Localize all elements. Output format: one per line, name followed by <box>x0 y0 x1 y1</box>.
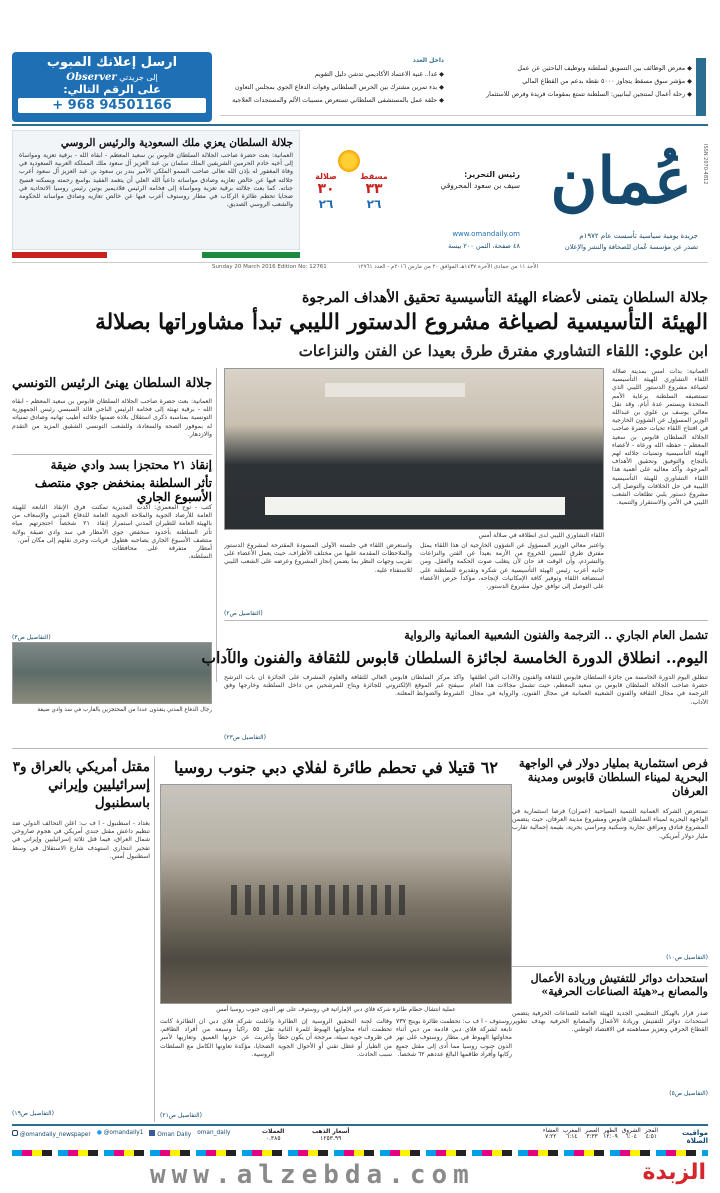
prayer-cell: الظهر ١٢:٠٩ <box>603 1128 618 1140</box>
teasers-label: داخل العدد <box>412 57 444 64</box>
facebook-icon <box>149 1130 155 1136</box>
editor-title: رئيس التحرير: <box>464 170 520 179</box>
footer-bar <box>12 1124 708 1146</box>
publisher: تصدر عن مؤسسة عُمان للصحافة والنشر والإعلان <box>564 243 698 251</box>
social-item[interactable]: @omandaily_newspaper <box>12 1130 91 1138</box>
crash-body-a: روستوف - أ ف ب: تحطمت طائرة بوينج ٧٣٧ تابعة لشركة فلاي دبي قادمة من دبي أثناء محاولتها الهبوط في مطار روستوف على نهر الدون جنوب روسيا مما أدى إلى مقتل جميع ركابها وأفراد طاقمها البالغ عددهم ٦٢ شخصاً. <box>396 1018 512 1058</box>
investment-continued[interactable]: (التفاصيل ص١٠) <box>666 954 708 961</box>
ad-brand: Observer <box>66 72 117 83</box>
condolence-story <box>12 130 300 250</box>
culture-body-b: وأكد مركز السلطان قابوس العالي للثقافة والعلوم المشرف على الجائزة أن باب الترشح سيفتح عبر الموقع الإلكتروني للجائزة ويتاح للمرشحين من داخل السلطنة وخارجها وفق الشروط والضوابط المعلنة. <box>224 674 464 698</box>
city-low: ٢٦ <box>318 197 334 211</box>
section-rule <box>224 620 708 621</box>
section-rule <box>12 748 708 749</box>
lead-body-col2: واعتبر معالي الوزير المسؤول عن الشؤون الخارجية أن هذا اللقاء يمثل مفترق طرق لليبيين للخروج من الأزمة بعيداً عن الفتن والنزاعات والتشرذم، وأن الوقت قد حان لأن يتغلب صوت الحكمة والعقل. ومن جانبه أعرب رئيس الهيئة التأسيسية عن شكره وتقديره للسلطنة على استضافة اللقاء وتوفير كافة الإمكانيات لإنجاحه، مؤكداً حرص الأعضاء على التوصل إلى توافق حول مشروع الدستور. <box>420 542 604 591</box>
website[interactable]: www.omandaily.om <box>452 230 520 238</box>
lead-photo-caption: اللقاء التشاوري الليبي لدى انطلاقه في صلالة أمس <box>478 532 604 539</box>
flag-stripe <box>12 252 300 258</box>
lead-body-col1: العمانية: بدأت أمس بمدينة صلالة اللقاء التشاوري للهيئة التأسيسية لصياغة مشروع الدستور الليبي الذي تستضيفه السلطنة برعاية الأمم المتحدة ويستمر عدة أيام. وقد نقل معالي يوسف بن علوي بن عبدالله الوزير المسؤول عن الشؤون الخارجية في افتتاح اللقاء تحيات حضرة صاحب الجلالة السلطان قابوس بن سعيد المعظم - حفظه الله ورعاه - لأعضاء الهيئة التأسيسية وتمنيات جلالته لهم بالنجاح والتوفيق وتحقيق الأهداف المرجوة. وأكد معاليه على أهمية هذا اللقاء التشاوري للهيئة التأسيسية الليبية في حل الخلافات والتوصل إلى مشروع دستور يلبي تطلعات الشعب الليبي في الأمن والاستقرار والتنمية. <box>612 368 708 507</box>
teaser-item[interactable]: ◆ معرض الوظائف بين التسويق لسلطنة وتوظيف الباحثين عن عمل <box>517 65 692 72</box>
crash-photo <box>160 784 512 1004</box>
watermark-url: www.alzebda.com <box>150 1160 475 1190</box>
weather-city2 <box>308 172 344 211</box>
lead-photo-image <box>224 368 604 530</box>
top-teasers <box>220 58 706 116</box>
ad-title: ارسل إعلانك المبوب <box>46 55 178 70</box>
section-rule <box>512 966 708 967</box>
weather-city1 <box>356 172 392 211</box>
investment-body: تستعرض الشركة العمانية للتنمية السياحية (عمران) فرصاً استثمارية في الواجهة البحرية لميناء السلطان قابوس ومشروع مدينة العرفان، حيث يتضمن المشروع فنادق ومرافق تجارية وسكنية ومراسي بحرية، بقيمة إجمالية تقارب مليار دولار أمريكي. <box>512 808 708 840</box>
investment-headline: فرص استثمارية بمليار دولار في الواجهة البحرية لميناء السلطان قابوس ومدينة العرفان <box>518 756 708 798</box>
tunisia-headline: جلالة السلطان يهنئ الرئيس التونسي <box>12 376 212 391</box>
tunisia-body: العمانية: بعث حضرة صاحب الجلالة السلطان قابوس بن سعيد المعظم - أبقاه الله - برقية تهنئة إلى فخامة الرئيس الباجي قائد السبسي رئيس الجمهورية التونسية بمناسبة ذكرى استقلال بلاده ضمنها جلالته أطيب تهانيه وصادق تمنياته له بموفور الصحة والسعادة، وللشعب التونسي الشقيق المزيد من التقدم والازدهار. <box>12 398 212 438</box>
city-name: صلالة <box>315 172 337 181</box>
social-item[interactable]: oman_daily <box>197 1130 231 1136</box>
gold-value: ١٢٥٣.٩٩ <box>320 1135 342 1142</box>
prayer-cell: الفجر ٤:٥١ <box>644 1128 658 1140</box>
teaser-side-bar <box>696 58 706 116</box>
masthead-rule-top <box>12 124 708 126</box>
classified-ad[interactable] <box>12 52 212 122</box>
teaser-item[interactable]: ◆ رحلة أعمال لمنتجين لبنانيين: السلطنة تتمتع بمقومات فريدة وفرص للاستثمار <box>486 91 692 98</box>
industries-continued[interactable]: (التفاصيل ص٥) <box>669 1090 708 1097</box>
date-arabic: الأحد ١١ من جمادى الآخرة ١٤٣٧هـ الموافق ٢٠ من مارس ٢٠١٦م - العدد ١٢٧٦١ <box>357 264 538 270</box>
industries-body: صدر قرار بالهيكل التنظيمي الجديد للهيئة العامة للصناعات الحرفية يتضمن استحداث دوائر للتفتيش وريادة الأعمال والمصانع الحرفية بهدف تطوير القطاع الحرفي وتعزيز مساهمته في الاقتصاد الوطني. <box>512 1010 708 1034</box>
watermark-band <box>0 1158 720 1193</box>
price: ٤٨ صفحة، الثمن ٢٠٠ بيسة <box>448 242 520 250</box>
section-rule <box>12 454 212 455</box>
editor-name: سيف بن سعود المحروقي <box>440 181 520 190</box>
issn: ISSN 2070-4812 <box>702 144 708 185</box>
lead-photo <box>224 368 604 530</box>
sun-icon <box>338 150 360 172</box>
currency-label: العملات <box>262 1128 285 1135</box>
gold-label: أسعار الذهب <box>312 1128 350 1135</box>
rescue-headline: تأثر السلطنة بمنخفض جوي منتصف الأسبوع الجاري <box>34 476 212 504</box>
masthead <box>0 124 720 272</box>
crash-body-c: وأعلنت شركة فلاي دبي أن الطائرة كانت تقل ٥٥ راكباً وسبعة من أفراد الطاقم، وأعربت عن حزنها العميق وتعازيها لأسر الضحايا، مؤكدة تعاونها الكامل مع السلطات الروسية. <box>160 1018 274 1058</box>
istanbul-body: بغداد - اسطنبول - أ ف ب: أعلن التحالف الدولي ضد تنظيم داعش مقتل جندي أمريكي في هجوم صاروخي شمال العراق، فيما قتل ثلاثة إسرائيليين وإيراني في تفجير انتحاري استهدف شارع الاستقلال في وسط اسطنبول أمس. <box>12 820 150 860</box>
teaser-item[interactable]: ◆ بدء تمرين مشترك بين الحرس السلطاني وقوات الدفاع الجوي بمجلس التعاون <box>235 84 444 91</box>
social-links <box>12 1130 230 1138</box>
prayer-cell: المغرب ٦:١٤ <box>562 1128 581 1140</box>
rescue-kicker: إنقاذ ٢١ محتجزا بسد وادي ضيقة <box>50 458 212 472</box>
culture-body-a: تنطلق اليوم الدورة الخامسة من جائزة السلطان قابوس للثقافة والفنون والآداب التي أطلقها حضرة صاحب الجلالة السلطان قابوس بن سعيد المعظم، حيث تشمل مجالات هذا العام الترجمة في مجال الثقافة والفنون الشعبية العمانية في مجال الفنون، والرواية في مجال الآداب. <box>470 674 708 706</box>
lead-continued[interactable]: (التفاصيل ص٢) <box>224 610 263 617</box>
teasers-left <box>222 68 444 107</box>
teaser-item[interactable]: ◆ غدا.. غنية الاعتماد الأكاديمي تدشن دليل التقويم <box>314 71 444 78</box>
rescue-continued[interactable]: (التفاصيل ص٣) <box>12 634 51 641</box>
city-name: مسقط <box>360 172 388 181</box>
social-item[interactable]: ● @omandaily1 <box>96 1130 144 1136</box>
ad-brand-prefix: إلى جريدتي <box>119 73 158 82</box>
column-rule <box>216 368 217 682</box>
photo-figures <box>231 885 411 915</box>
crash-headline: ٦٢ قتيلا في تحطم طائرة لفلاي دبي جنوب روسيا <box>174 758 498 777</box>
ad-number-label: على الرقم التالي: <box>63 83 161 96</box>
registration-strip <box>12 1150 708 1156</box>
twitter-icon: ● <box>96 1130 102 1136</box>
lead-body-col3: واستعرض اللقاء في جلسته الأولى المسودة المقترحة لمشروع الدستور والملاحظات المقدمة عليها من مختلف الأطراف، حيث يعمل الأعضاء على تقريب وجهات النظر بما يضمن إنجاز المشروع وعرضه على الشعب الليبي للاستفتاء عليه. <box>224 542 412 574</box>
teaser-item[interactable]: ◆ حلقة عمل بالمستشفى السلطاني تستعرض مسببات الألم والمستجدات العلاجية <box>232 97 444 104</box>
city-low: ٢٦ <box>366 197 382 211</box>
city-high: ٣٣ <box>365 181 383 197</box>
prayer-table <box>543 1128 658 1140</box>
industries-headline: استحداث دوائر للتفتيش وريادة الأعمال والمصانع بـ«هيئة الصناعات الحرفية» <box>530 972 708 998</box>
column-rule <box>154 756 155 1122</box>
editor-block <box>440 170 520 190</box>
culture-headline: اليوم.. انطلاق الدورة الخامسة لجائزة السلطان قابوس للثقافة والفنون والآداب <box>201 648 708 667</box>
instagram-icon <box>12 1130 18 1136</box>
prayer-cell: العشاء ٧:٢٢ <box>542 1128 559 1140</box>
photo-banner <box>325 383 465 397</box>
lead-subhead: ابن علوي: اللقاء التشاوري مفترق طرق بعيدا عن الفتن والنزاعات <box>298 342 708 360</box>
teaser-item[interactable]: ◆ مؤشر سوق مسقط يتجاوز ٥٠٠٠ نقطة بدعم من القطاع المالي <box>522 78 692 85</box>
social-item[interactable]: Oman Daily <box>149 1130 191 1138</box>
gold-box <box>312 1128 349 1142</box>
logo: عُمان <box>550 144 692 219</box>
prayer-cell: الشروق ٦:٠٤ <box>621 1128 641 1140</box>
culture-kicker: تشمل العام الجاري .. الترجمة والفنون الشعبية العمانية والرواية <box>404 628 708 642</box>
logo-subtitle: جريدة يومية سياسية تأسست عام ١٩٧٢م <box>579 232 698 240</box>
watermark-logo: الزبدة <box>642 1160 706 1185</box>
lead-headline: الهيئة التأسيسية لصياغة مشروع الدستور الليبي تبدأ مشاوراتها بصلالة <box>95 310 708 335</box>
photo-table <box>265 497 565 515</box>
crash-continued[interactable]: (التفاصيل ص٢١) <box>160 1112 202 1119</box>
city-high: ٣٠ <box>317 181 335 197</box>
currency-box <box>262 1128 284 1142</box>
condolence-headline: جلالة السلطان يعزي ملك السعودية والرئيس الروسي <box>60 137 293 149</box>
crash-body-b: وقالت لجنة التحقيق الروسية إن الطائرة تحطمت أثناء محاولتها الهبوط للمرة الثانية في ظروف جوية سيئة، مرجحة أن يكون خطأ من الطيار أو عطل تقني أو الأحوال الجوية سبب الحادث. <box>278 1018 392 1058</box>
ad-brand-row <box>12 72 212 83</box>
teasers-right <box>452 62 692 101</box>
ad-phone[interactable]: + 968 94501166 <box>18 98 206 113</box>
istanbul-headline: مقتل أمريكي بالعراق و٣ إسرائيليين وإيراني باسطنبول <box>12 759 150 811</box>
rescue-caption: رجال الدفاع المدني ينقذون عددا من المحتجزين بالقارب في سد وادي ضيقة <box>37 707 212 713</box>
condolence-body: العمانية: بعث حضرة صاحب الجلالة السلطان قابوس بن سعيد المعظم - أبقاه الله - برقية تعزية ومواساة إلى أخيه خادم الحرمين الشريفين الملك سلمان بن عبد العزيز آل سعود ملك المملكة العربية السعودية في وفاة المغفور له بإذن الله تعالى صاحب السمو الملكي الأمير بندر بن سعود بن عبد العزيز آل سعود أعرب جلالته فيها عن خالص تعازيه وصادق مواساته داعياً الله العلي أن يتغمد الفقيد بواسع رحمته ويسكنه فسيح جناته. كما بعث جلالته برقية تعزية ومواساة إلى فخامة الرئيس فلاديمير بوتين رئيس روسيا الاتحادية في ضحايا تحطم طائرة الركاب في مطار روستوف أعرب فيها عن خالص تعازيه وصادق مواساته للحكومة والشعب الروسي الصديق. <box>19 152 293 209</box>
prayer-cell: العصر ٣:٣٣ <box>584 1128 600 1140</box>
weather-box <box>304 150 396 226</box>
crash-caption: عملية انتشال حطام طائرة شركة فلاي دبي الإماراتية في روستوف على نهر الدون جنوب روسيا أمس <box>216 1007 456 1013</box>
currency-value: ٠.٣٨٥ <box>265 1135 281 1142</box>
date-english: Sunday 20 March 2016 Edition No: 12761 <box>212 264 327 270</box>
rescue-body-a: كتب - نوح المعمري: أكدت المديرية العامة للأرصاد الجوية والملاحة الجوية بالهيئة العامة للطيران المدني استمرار تأثر السلطنة بأخدود منخفض جوي منتصف الأسبوع الجاري يصاحبه هطول أمطار متفرقة على محافظات السلطنة. <box>112 504 212 561</box>
rescue-body-b: تمكنت فرق الإنقاذ التابعة للهيئة العامة للدفاع المدني والإسعاف من إنقاذ ٢١ شخصاً احتجزتهم مياه الأمطار في سد وادي ضيقة بولاية قريات، وجرى نقلهم إلى مكان آمن. <box>12 504 108 544</box>
rescue-photo <box>12 642 212 704</box>
istanbul-continued[interactable]: (التفاصيل ص١٩) <box>12 1110 54 1117</box>
culture-continued[interactable]: (التفاصيل ص٢٣) <box>224 734 266 741</box>
prayer-title: مواقيت الصلاة <box>682 1129 708 1145</box>
lead-kicker: جلالة السلطان يتمنى لأعضاء الهيئة التأسيسية تحقيق الأهداف المرجوة <box>301 290 708 306</box>
date-strip <box>12 262 708 272</box>
